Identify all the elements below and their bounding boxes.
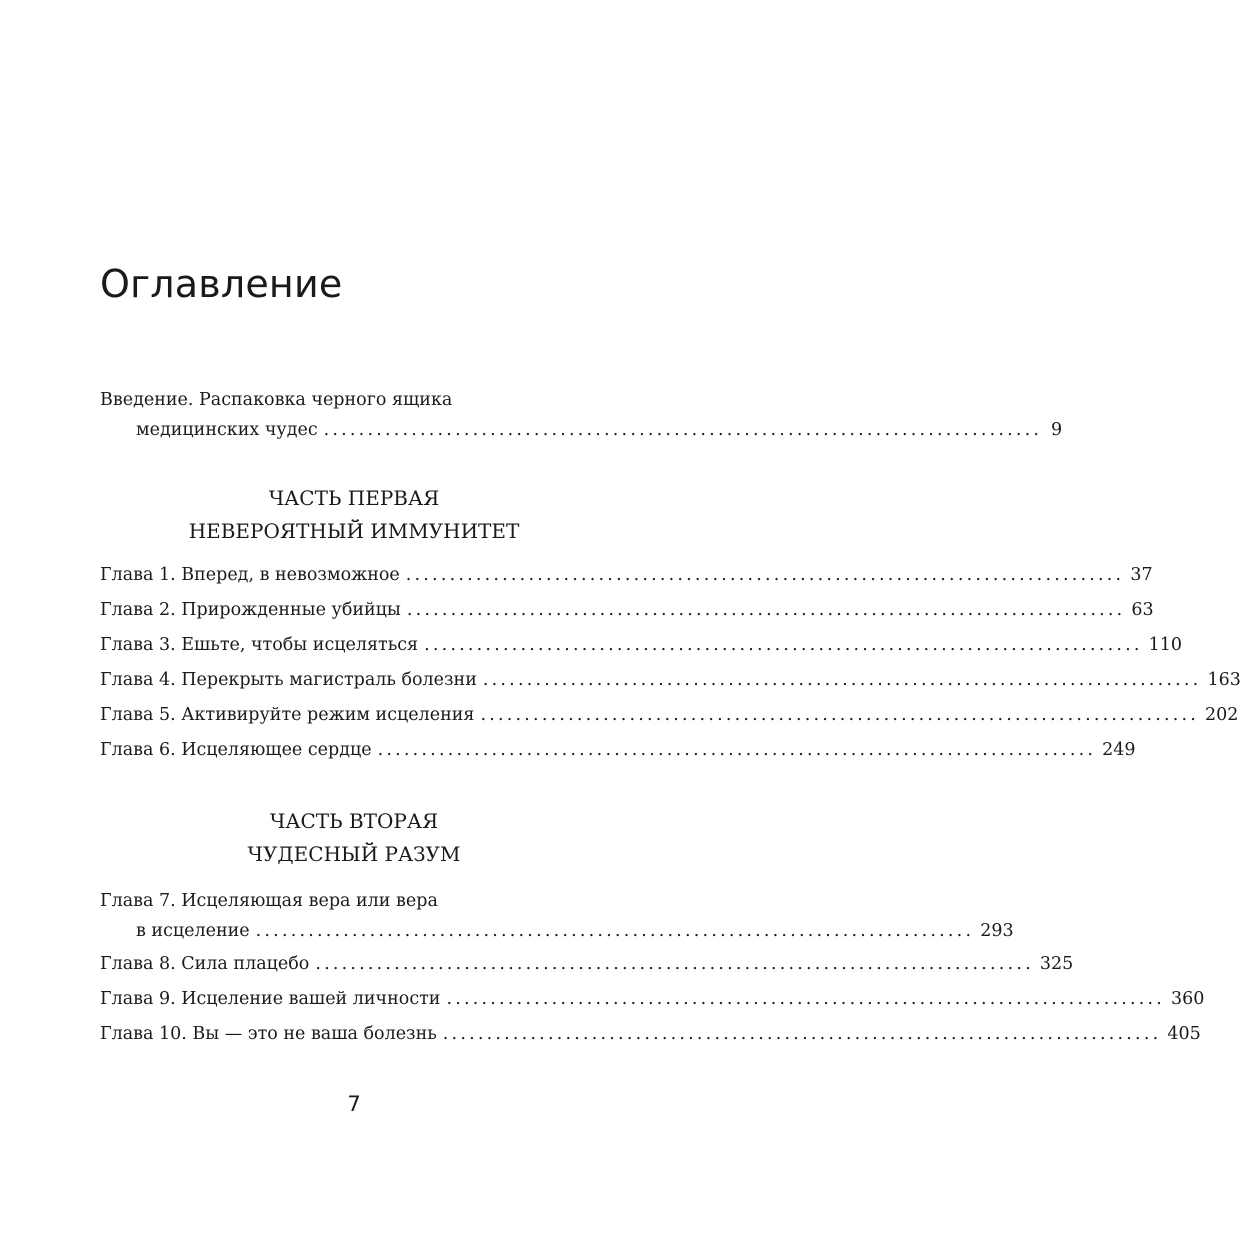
page-title: Оглавление xyxy=(100,262,343,306)
toc-entry[interactable] xyxy=(100,1024,1201,1059)
dot-leader: .................................................................................. xyxy=(442,1024,1162,1044)
dot-leader: .................................................................................. xyxy=(406,600,1126,620)
toc-page-number: 360 xyxy=(1171,989,1205,1009)
dot-leader: .................................................................................. xyxy=(315,954,1034,974)
dot-leader: .................................................................................. xyxy=(323,420,1043,440)
toc-entry-title-cont: медицинских чудес xyxy=(136,420,318,440)
dot-leader: .................................................................................. xyxy=(482,670,1202,690)
part-label: ЧАСТЬ ПЕРВАЯ xyxy=(268,486,440,510)
part-label: ЧАСТЬ ВТОРАЯ xyxy=(269,809,439,833)
toc-page-number: 37 xyxy=(1130,565,1153,585)
toc-entry[interactable] xyxy=(100,989,1205,1024)
toc-entry-title: Глава 9. Исцеление вашей личности xyxy=(100,989,441,1009)
toc-entry[interactable] xyxy=(100,565,1153,600)
toc-page-number: 202 xyxy=(1205,705,1239,725)
toc-page-number: 405 xyxy=(1167,1024,1201,1044)
folio-page-number: 7 xyxy=(347,1092,361,1116)
dot-leader: .................................................................................. xyxy=(424,635,1143,655)
toc-entry-title: Глава 7. Исцеляющая вера или вера xyxy=(100,891,438,911)
toc-page-number: 9 xyxy=(1051,420,1063,440)
toc-entry[interactable] xyxy=(100,740,1136,775)
dot-leader: .................................................................................. xyxy=(255,921,975,941)
toc-entry-title: Глава 4. Перекрыть магистраль болезни xyxy=(100,670,477,690)
toc-entry[interactable] xyxy=(100,705,1239,740)
toc-entry-ch7[interactable] xyxy=(100,891,1014,951)
toc-entry-title: Глава 2. Прирожденные убийцы xyxy=(100,600,401,620)
toc-entry[interactable] xyxy=(100,670,1241,705)
dot-leader: .................................................................................. xyxy=(377,740,1097,760)
toc-entry-title: Глава 8. Сила плацебо xyxy=(100,954,310,974)
toc-entry[interactable] xyxy=(100,635,1183,670)
dot-leader: .................................................................................. xyxy=(446,989,1166,1009)
dot-leader: .................................................................................. xyxy=(480,705,1200,725)
part-heading xyxy=(0,805,708,871)
toc-entry-title: Введение. Распаковка черного ящика xyxy=(100,390,453,410)
toc-entry-title: Глава 10. Вы — это не ваша болезнь xyxy=(100,1024,437,1044)
toc-entry-title-cont: в исцеление xyxy=(136,921,250,941)
part-heading xyxy=(0,482,708,548)
toc-list-part1 xyxy=(100,565,1241,775)
toc-page-number: 163 xyxy=(1207,670,1241,690)
toc-page-number: 325 xyxy=(1039,954,1074,974)
toc-entry-intro[interactable] xyxy=(100,390,1063,450)
dot-leader: .................................................................................. xyxy=(405,565,1125,585)
toc-list-part2 xyxy=(100,954,1205,1059)
toc-page-number: 293 xyxy=(980,921,1014,941)
toc-page-number: 63 xyxy=(1131,600,1154,620)
toc-page-number: 110 xyxy=(1148,635,1183,655)
toc-entry-title: Глава 3. Ешьте, чтобы исцеляться xyxy=(100,635,419,655)
toc-page-number: 249 xyxy=(1102,740,1136,760)
toc-entry-title: Глава 5. Активируйте режим исцеления xyxy=(100,705,475,725)
toc-entry[interactable] xyxy=(100,600,1154,635)
toc-entry-title: Глава 6. Исцеляющее сердце xyxy=(100,740,372,760)
toc-entry[interactable] xyxy=(100,954,1074,989)
toc-entry-title: Глава 1. Вперед, в невозможное xyxy=(100,565,400,585)
part-title: НЕВЕРОЯТНЫЙ ИММУНИТЕТ xyxy=(188,519,520,543)
part-title: ЧУДЕСНЫЙ РАЗУМ xyxy=(247,842,461,866)
